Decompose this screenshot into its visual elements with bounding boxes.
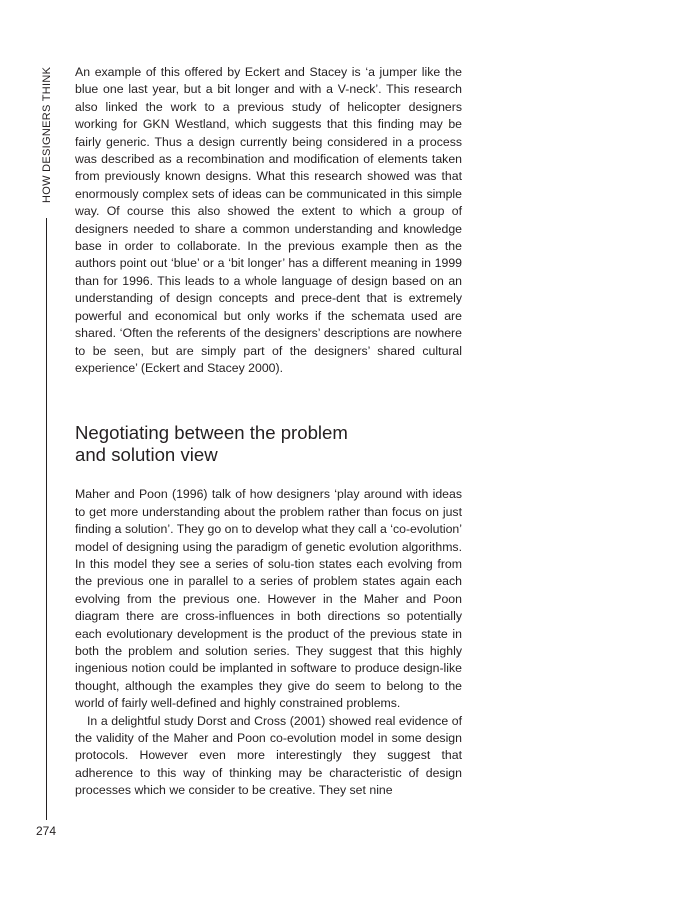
side-rule: [46, 218, 47, 820]
section-heading: Negotiating between the problem and solution view: [75, 422, 348, 466]
paragraph: In a delightful study Dorst and Cross (2001) showed real evidence of the validity of the Maher and Poon co-evolution model in some design protocols. However even more interestingly they suggest that adherence to this way of thinking may be characteristic of design processes which we consider to be creative. They set nine: [75, 713, 462, 798]
body-text: [75, 64, 462, 800]
running-head-text: HOW DESIGNERS THINK: [41, 66, 53, 203]
running-head: [38, 68, 56, 208]
paragraph: Maher and Poon (1996) talk of how designers ‘play around with ideas to get more understanding about the problem rather than focus on just finding a solution’. They go on to develop what they call a ‘co-evolution’ model of designing using the paradigm of genetic evolution algorithms. In this model they see a series of solu-tion states each evolving from the previous one in parallel to a series of problem states again each evolving from the previous one. However in the Maher and Poon diagram there are cross-influences in both directions so potentially each evolutionary development is the product of the previous state in both the problem and solution series. They suggest that this highly ingenious notion could be implanted in software to produce design-like thought, although the examples they give do seem to belong to the world of fairly well-defined and highly constrained problems.: [75, 487, 462, 711]
paragraph: An example of this offered by Eckert and Stacey is ‘a jumper like the blue one last year, but a bit longer and with a V-neck’. This research also linked the work to a previous study of helicopter designers working for GKN Westland, which suggests that this finding may be fairly generic. Thus a design currently being considered in a process was described as a recombination and modification of elements taken from previously known designs. What this research showed was that enormously complex sets of ideas can be communicated in this simple way. Of course this also showed the extent to which a group of designers needed to share a common understanding and knowledge base in order to collaborate. In the previous example then as the authors point out ‘blue’ or a ‘bit longer’ has a different meaning in 1999 than for 1996. This leads to a whole language of design based on an understanding of design concepts and prece-dent that is extremely powerful and economical but only works if the schemata used are shared. ‘Often the referents of the designers’ descriptions are nowhere to be seen, but are simply part of the designers’ shared cultural experience’ (Eckert and Stacey 2000).: [75, 65, 462, 375]
page-number: 274: [36, 824, 57, 838]
